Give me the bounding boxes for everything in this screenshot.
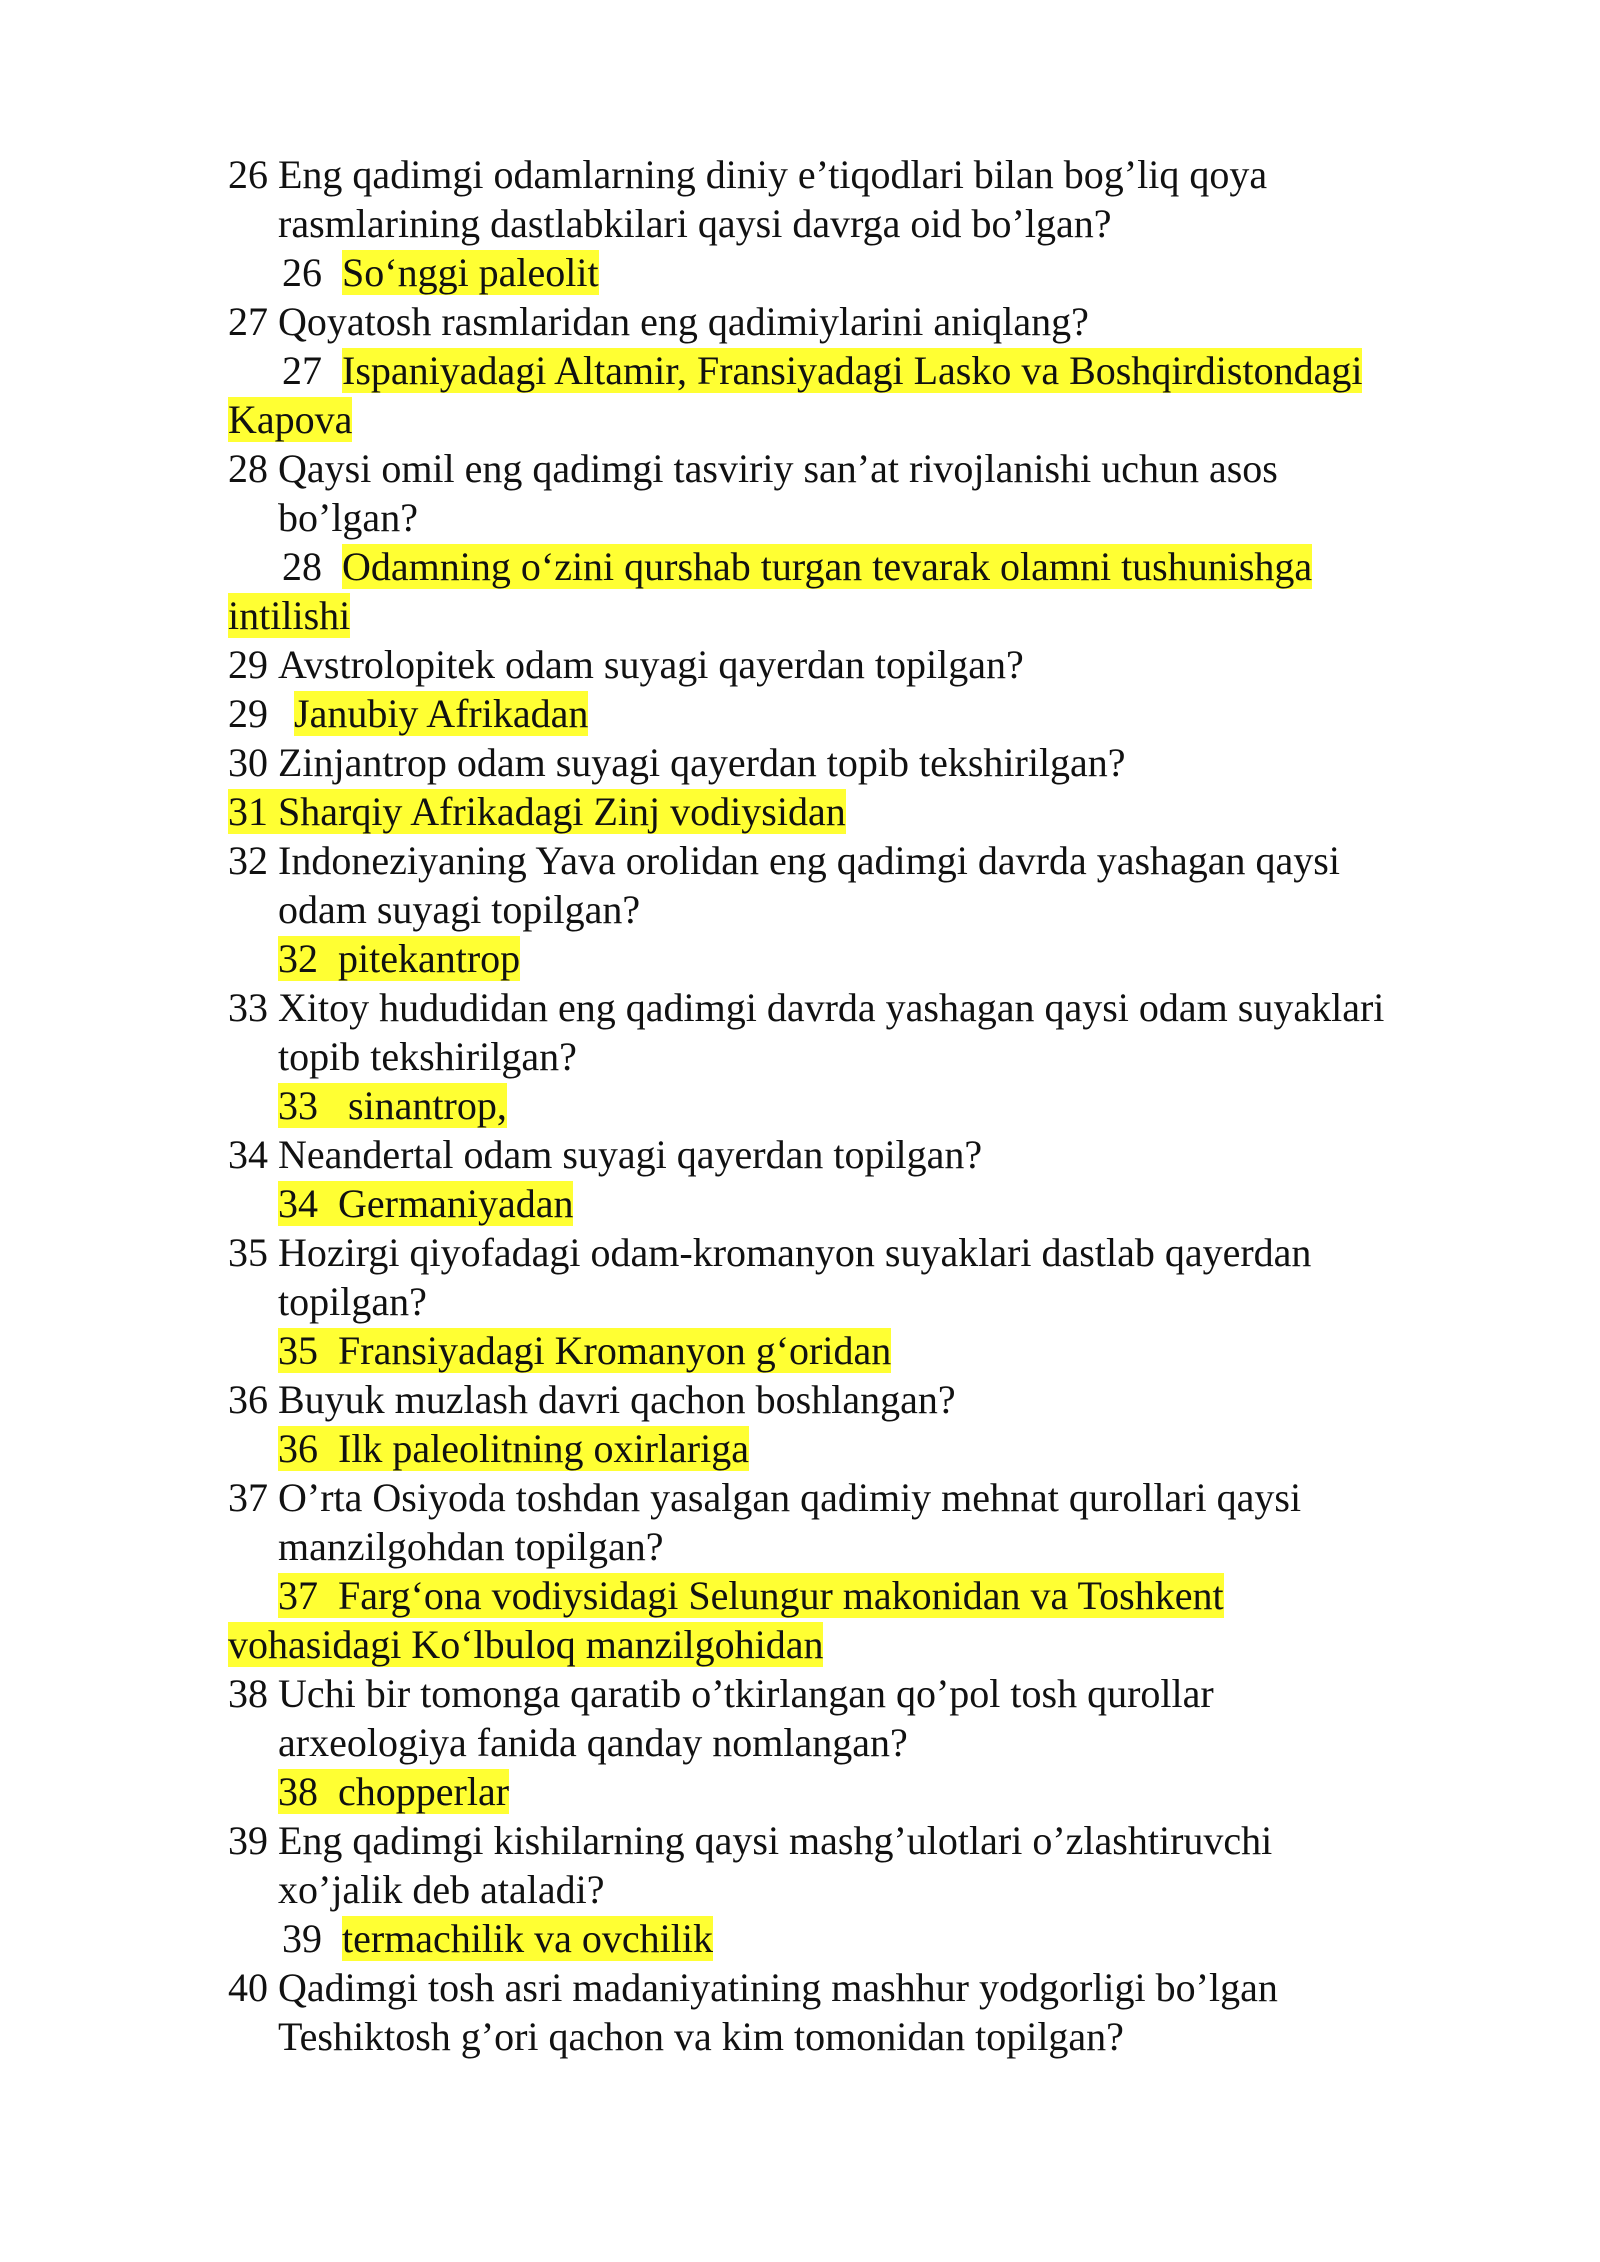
question-text: arxeologiya fanida qanday nomlangan? xyxy=(278,1720,908,1765)
question-line xyxy=(228,640,1468,689)
answer-number: 29 xyxy=(228,691,268,736)
answer-text: Odamning o‘zini qurshab turgan tevarak olamni tushunishga xyxy=(342,544,1313,589)
question-line xyxy=(228,297,1468,346)
question-line xyxy=(228,1375,1468,1424)
answer-text: So‘nggi paleolit xyxy=(342,250,599,295)
question-line xyxy=(228,1032,1468,1081)
answer-line xyxy=(228,1081,1468,1130)
answer-line xyxy=(228,1767,1468,1816)
answer-line xyxy=(228,1571,1468,1620)
question-line xyxy=(228,1963,1468,2012)
question-text: Qaysi omil eng qadimgi tasviriy san’at rivojlanishi uchun asos xyxy=(278,446,1278,491)
question-line xyxy=(228,1130,1468,1179)
question-text: manzilgohdan topilgan? xyxy=(278,1524,664,1569)
question-line xyxy=(228,1522,1468,1571)
question-text: Indoneziyaning Yava orolidan eng qadimgi davrda yashagan qaysi xyxy=(278,838,1340,883)
answer-number: 32 xyxy=(278,936,318,981)
question-line xyxy=(228,493,1468,542)
answer-line xyxy=(228,346,1468,395)
answer-text: intilishi xyxy=(228,593,351,638)
question-number: 27 xyxy=(228,299,268,344)
answer-line xyxy=(228,248,1468,297)
question-number: 29 xyxy=(228,642,268,687)
answer-number: 33 xyxy=(278,1083,318,1128)
question-number: 35 xyxy=(228,1230,268,1275)
question-text: topib tekshirilgan? xyxy=(278,1034,577,1079)
question-text: Neandertal odam suyagi qayerdan topilgan? xyxy=(278,1132,983,1177)
question-line xyxy=(228,1669,1468,1718)
question-text: Qoyatosh rasmlaridan eng qadimiylarini aniqlang? xyxy=(278,299,1089,344)
answer-line xyxy=(228,1424,1468,1473)
question-number: 38 xyxy=(228,1671,268,1716)
question-text: Buyuk muzlash davri qachon boshlangan? xyxy=(278,1377,956,1422)
question-line xyxy=(228,1228,1468,1277)
question-line xyxy=(228,1865,1468,1914)
question-text: Teshiktosh g’ori qachon va kim tomonidan topilgan? xyxy=(278,2014,1124,2059)
question-number: 39 xyxy=(228,1818,268,1863)
question-number: 32 xyxy=(228,838,268,883)
answer-line xyxy=(228,1179,1468,1228)
question-number: 40 xyxy=(228,1965,268,2010)
answer-text: sinantrop, xyxy=(348,1083,507,1128)
question-line xyxy=(228,738,1468,787)
question-line xyxy=(228,983,1468,1032)
question-text: Uchi bir tomonga qaratib o’tkirlangan qo’pol tosh qurollar xyxy=(278,1671,1214,1716)
question-text: xo’jalik deb ataladi? xyxy=(278,1867,605,1912)
question-line xyxy=(228,2012,1468,2061)
answer-text: pitekantrop xyxy=(338,936,521,981)
question-text: Avstrolopitek odam suyagi qayerdan topilgan? xyxy=(278,642,1024,687)
answer-number: 39 xyxy=(282,1916,322,1961)
answer-line xyxy=(228,395,1468,444)
question-line xyxy=(228,836,1468,885)
answer-text: Fransiyadagi Kromanyon g‘oridan xyxy=(338,1328,892,1373)
document-page xyxy=(228,150,1468,2061)
question-number: 33 xyxy=(228,985,268,1030)
question-line xyxy=(228,150,1468,199)
question-text: Zinjantrop odam suyagi qayerdan topib tekshirilgan? xyxy=(278,740,1126,785)
answer-line xyxy=(228,1914,1468,1963)
answer-number: 37 xyxy=(278,1573,318,1618)
answer-number: 34 xyxy=(278,1181,318,1226)
answer-number: 26 xyxy=(282,250,322,295)
question-number: 26 xyxy=(228,152,268,197)
question-text: rasmlarining dastlabkilari qaysi davrga oid bo’lgan? xyxy=(278,201,1112,246)
question-line xyxy=(228,199,1468,248)
answer-text: Farg‘ona vodiysidagi Selungur makonidan va Toshkent xyxy=(338,1573,1224,1618)
answer-text: termachilik va ovchilik xyxy=(342,1916,713,1961)
answer-text: Ilk paleolitning oxirlariga xyxy=(338,1426,749,1471)
answer-line xyxy=(228,1620,1468,1669)
question-text: Hozirgi qiyofadagi odam-kromanyon suyaklari dastlab qayerdan xyxy=(278,1230,1312,1275)
question-line xyxy=(228,444,1468,493)
question-line xyxy=(228,1816,1468,1865)
question-text: O’rta Osiyoda toshdan yasalgan qadimiy mehnat qurollari qaysi xyxy=(278,1475,1302,1520)
question-text: Xitoy hududidan eng qadimgi davrda yashagan qaysi odam suyaklari xyxy=(278,985,1385,1030)
answer-text: Kapova xyxy=(228,397,353,442)
question-line xyxy=(228,1473,1468,1522)
answer-line xyxy=(228,934,1468,983)
answer-text: Janubiy Afrikadan xyxy=(294,691,589,736)
answer-text: chopperlar xyxy=(338,1769,510,1814)
answer-text: Ispaniyadagi Altamir, Fransiyadagi Lasko va Boshqirdistondagi xyxy=(342,348,1363,393)
answer-line xyxy=(228,689,1468,738)
question-text: odam suyagi topilgan? xyxy=(278,887,641,932)
answer-number: 38 xyxy=(278,1769,318,1814)
question-number: 34 xyxy=(228,1132,268,1177)
question-text: bo’lgan? xyxy=(278,495,418,540)
answer-number: 27 xyxy=(282,348,322,393)
question-text: Qadimgi tosh asri madaniyatining mashhur yodgorligi bo’lgan xyxy=(278,1965,1278,2010)
question-number: 36 xyxy=(228,1377,268,1422)
question-line xyxy=(228,1718,1468,1767)
question-number: 37 xyxy=(228,1475,268,1520)
question-line xyxy=(228,1277,1468,1326)
answer-line xyxy=(228,787,1468,836)
question-number: 30 xyxy=(228,740,268,785)
answer-text: vohasidagi Ko‘lbuloq manzilgohidan xyxy=(228,1622,824,1667)
answer-number: 35 xyxy=(278,1328,318,1373)
question-number: 28 xyxy=(228,446,268,491)
question-text: Eng qadimgi odamlarning diniy e’tiqodlari bilan bog’liq qoya xyxy=(278,152,1268,197)
answer-text: Germaniyadan xyxy=(338,1181,574,1226)
answer-line xyxy=(228,1326,1468,1375)
question-line xyxy=(228,885,1468,934)
answer-number: 31 xyxy=(228,789,268,834)
question-text: Eng qadimgi kishilarning qaysi mashg’ulotlari o’zlashtiruvchi xyxy=(278,1818,1273,1863)
answer-text: Sharqiy Afrikadagi Zinj vodiysidan xyxy=(278,789,846,834)
answer-number: 36 xyxy=(278,1426,318,1471)
answer-line xyxy=(228,542,1468,591)
question-text: topilgan? xyxy=(278,1279,427,1324)
answer-line xyxy=(228,591,1468,640)
answer-number: 28 xyxy=(282,544,322,589)
